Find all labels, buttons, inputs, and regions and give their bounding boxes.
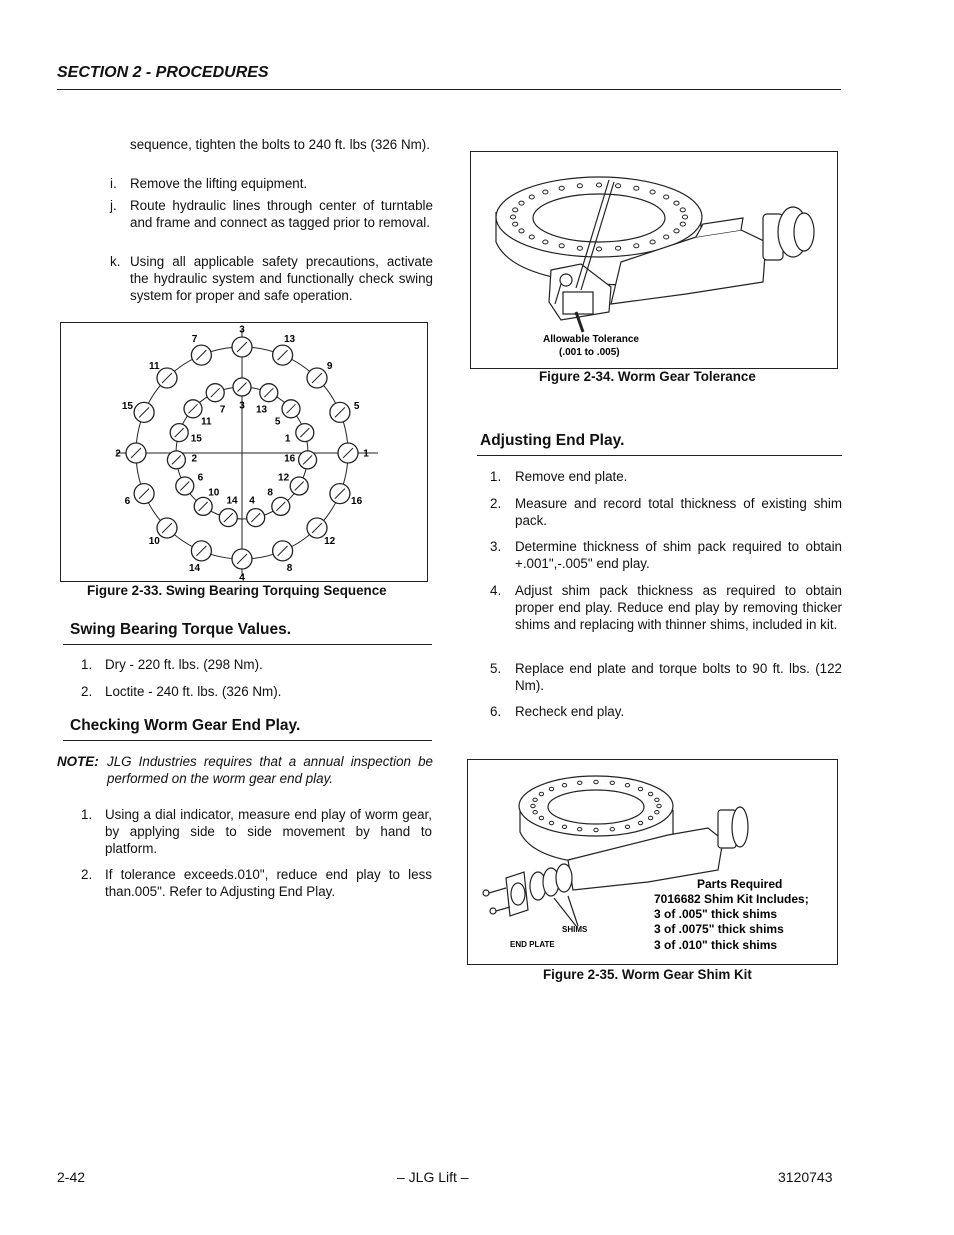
ring-bolt-hole (578, 828, 582, 831)
ring-bolt-hole (559, 186, 564, 190)
item-label: 6. (490, 704, 502, 719)
sequence-number: 3 (239, 324, 245, 336)
section-title: SECTION 2 - PROCEDURES (57, 64, 269, 81)
sequence-number: 1 (284, 433, 291, 445)
ring-bolt-hole (578, 781, 582, 784)
ring-bolt-hole (539, 816, 543, 819)
ring-bolt-hole (596, 183, 601, 187)
item-text: Remove end plate. (515, 469, 628, 484)
torque-item-1 (81, 656, 433, 673)
note-block (57, 753, 433, 789)
item-text: Adjust shim pack thickness as required to obtain proper end play. Reduce end play by removing thicker shims and replacing with thinner shims, included in kit. (515, 583, 842, 632)
torquing-sequence-diagram (61, 323, 427, 581)
item-label: 4. (490, 583, 502, 598)
heading-divider (63, 644, 432, 645)
note-label: NOTE: (57, 754, 99, 769)
allowable-tolerance-label: Allowable Tolerance (543, 334, 639, 345)
ring-bolt-hole (610, 781, 614, 784)
sequence-number: 12 (278, 472, 290, 484)
sequence-number: 15 (190, 433, 202, 445)
sequence-number: 1 (363, 448, 369, 460)
item-label: 1. (81, 657, 93, 672)
tolerance-range-label: (.001 to .005) (559, 347, 620, 358)
ring-bolt-hole (648, 792, 652, 795)
adjust-item-3 (490, 538, 842, 572)
worm-gear-check-heading: Checking Worm Gear End Play. (70, 717, 301, 734)
sequence-number: 7 (219, 404, 226, 416)
item-label: 1. (490, 469, 502, 484)
step-label: k. (110, 254, 121, 269)
ring-bolt-hole (664, 195, 669, 199)
worm-gear-shim-kit-illustration (468, 760, 837, 964)
step-i (110, 175, 433, 192)
ring-bolt-hole (513, 222, 518, 226)
item-label: 2. (490, 496, 502, 511)
sequence-number: 7 (191, 333, 198, 345)
figure-2-34-caption: Figure 2-34. Worm Gear Tolerance (539, 369, 756, 384)
ring-bolt-hole (594, 828, 598, 831)
ring-bolt-hole (559, 244, 564, 248)
note-text: JLG Industries requires that a annual inspection be performed on the worm gear end play. (107, 754, 433, 786)
sequence-number: 14 (188, 563, 201, 575)
ring-bolt-hole (655, 811, 659, 814)
worm-check-item-1 (81, 806, 433, 857)
ring-bolt-hole (655, 798, 659, 801)
ring-bolt-hole (648, 816, 652, 819)
item-label: 2. (81, 684, 93, 699)
end-plate-label: END PLATE (510, 940, 555, 949)
continuation-text: sequence, tighten the bolts to 240 ft. lbs (326 Nm). (130, 137, 430, 152)
ring-bolt-hole (625, 784, 629, 787)
sequence-number: 5 (274, 416, 281, 428)
ring-bolt-hole (549, 787, 553, 790)
ring-bolt-hole (533, 811, 537, 814)
sequence-number: 13 (283, 333, 296, 345)
ring-bolt-hole (638, 787, 642, 790)
ring-bolt-hole (519, 201, 524, 205)
adjusting-heading: Adjusting End Play. (480, 432, 625, 449)
sequence-number: 13 (255, 404, 268, 416)
ring-bolt-hole (533, 798, 537, 801)
step-text: Using all applicable safety precautions, activate the hydraulic system and functionally check swing system for proper and safe operation. (130, 254, 433, 303)
sequence-number: 5 (353, 401, 360, 412)
figure-2-35-caption: Figure 2-35. Worm Gear Shim Kit (543, 967, 752, 982)
worm-gear-tolerance-illustration (471, 152, 837, 368)
ring-bolt-hole (616, 184, 621, 188)
step-text: Remove the lifting equipment. (130, 176, 308, 191)
shim-kit-line: 7016682 Shim Kit Includes; (654, 892, 809, 906)
sequence-number: 2 (115, 448, 121, 460)
sequence-number: 2 (191, 453, 198, 465)
ring-bolt-hole (543, 190, 548, 194)
figure-2-35 (467, 759, 838, 965)
item-label: 5. (490, 661, 502, 676)
heading-divider (477, 455, 842, 456)
sequence-number: 16 (351, 496, 363, 507)
ring-bolt-hole (562, 825, 566, 828)
ring-bolt-hole (562, 784, 566, 787)
ring-bolt-hole (674, 201, 679, 205)
step-label: i. (110, 176, 117, 191)
item-label: 2. (81, 867, 93, 882)
parts-required-line: Parts Required (697, 877, 783, 891)
item-label: 3. (490, 539, 502, 554)
ring-bolt-hole (577, 246, 582, 250)
sequence-number: 8 (267, 487, 273, 499)
item-text: Dry - 220 ft. lbs. (298 Nm). (105, 657, 263, 672)
torque-item-2 (81, 683, 433, 700)
sequence-number: 10 (148, 536, 160, 548)
sequence-number: 4 (239, 572, 245, 581)
ring-bolt-hole (513, 208, 518, 212)
doc-number: 3120743 (778, 1169, 833, 1185)
figure-2-34 (470, 151, 838, 369)
figure-2-33-caption: Figure 2-33. Swing Bearing Torquing Sequence (87, 583, 387, 598)
sequence-number: 3 (239, 400, 245, 412)
ring-bolt-hole (625, 825, 629, 828)
step-label: j. (110, 198, 117, 213)
ring-bolt-hole (616, 246, 621, 250)
heading-divider (63, 740, 432, 741)
sequence-number: 9 (326, 360, 333, 372)
ring-bolt-hole (529, 195, 534, 199)
ring-bolt-hole (531, 804, 535, 807)
ring-bolt-hole (610, 828, 614, 831)
ring-bolt-hole (519, 229, 524, 233)
sequence-number: 10 (208, 487, 220, 499)
item-text: Using a dial indicator, measure end play of worm gear, by applying side to side movement by hand to platform. (105, 807, 432, 856)
ring-bolt-hole (638, 821, 642, 824)
ring-bolt-hole (634, 186, 639, 190)
shim-0075-line: 3 of .0075" thick shims (654, 922, 784, 936)
sequence-number: 16 (284, 453, 296, 465)
ring-bolt-hole (594, 780, 598, 783)
sequence-number: 11 (149, 360, 160, 372)
sequence-number: 14 (226, 495, 238, 507)
ring-bolt-hole (657, 804, 661, 807)
sequence-number: 12 (324, 536, 336, 548)
step-j (110, 197, 433, 248)
item-text: Recheck end play. (515, 704, 625, 719)
ring-bolt-hole (674, 229, 679, 233)
ring-bolt-hole (682, 215, 687, 219)
item-text: Loctite - 240 ft. lbs. (326 Nm). (105, 684, 282, 699)
sequence-number: 15 (121, 401, 133, 412)
ring-bolt-hole (539, 792, 543, 795)
item-text: Determine thickness of shim pack required to obtain +.001",-.005" end play. (515, 539, 842, 571)
item-text: Replace end plate and torque bolts to 90 ft. lbs. (122 Nm). (515, 661, 842, 693)
item-text: If tolerance exceeds.010", reduce end play to less than.005". Refer to Adjusting End Play. (105, 867, 432, 899)
figure-2-33 (60, 322, 428, 582)
shim-005-line: 3 of .005" thick shims (654, 907, 778, 921)
ring-bolt-hole (680, 222, 685, 226)
shims-label: SHIMS (562, 925, 588, 934)
ring-bolt-hole (529, 235, 534, 239)
ring-bolt-hole (680, 208, 685, 212)
shim-010-line: 3 of .010" thick shims (654, 938, 778, 952)
torque-values-heading: Swing Bearing Torque Values. (70, 621, 292, 638)
footer-center: – JLG Lift – (397, 1169, 469, 1185)
adjust-item-4 (490, 582, 842, 650)
adjust-item-6 (490, 703, 842, 720)
worm-check-item-2 (81, 866, 433, 900)
adjust-item-1 (490, 468, 842, 485)
ring-bolt-hole (650, 240, 655, 244)
ring-bolt-hole (510, 215, 515, 219)
sequence-number: 8 (286, 563, 293, 575)
step-k (110, 253, 433, 304)
ring-bolt-hole (596, 247, 601, 251)
sequence-number: 6 (197, 472, 204, 484)
step-text: Route hydraulic lines through center of turntable and frame and connect as tagged prior to removal. (130, 198, 433, 230)
ring-bolt-hole (549, 821, 553, 824)
ring-bolt-hole (650, 190, 655, 194)
ring-bolt-hole (664, 235, 669, 239)
adjust-item-5 (490, 660, 842, 694)
sequence-number: 11 (201, 416, 212, 428)
ring-bolt-hole (634, 244, 639, 248)
item-text: Measure and record total thickness of existing shim pack. (515, 496, 842, 528)
ring-bolt-hole (543, 240, 548, 244)
page-number: 2-42 (57, 1169, 86, 1185)
adjust-item-2 (490, 495, 842, 529)
item-label: 1. (81, 807, 93, 822)
sequence-number: 6 (124, 496, 131, 507)
sequence-number: 4 (249, 495, 255, 507)
ring-bolt-hole (577, 184, 582, 188)
header-divider (57, 89, 841, 90)
